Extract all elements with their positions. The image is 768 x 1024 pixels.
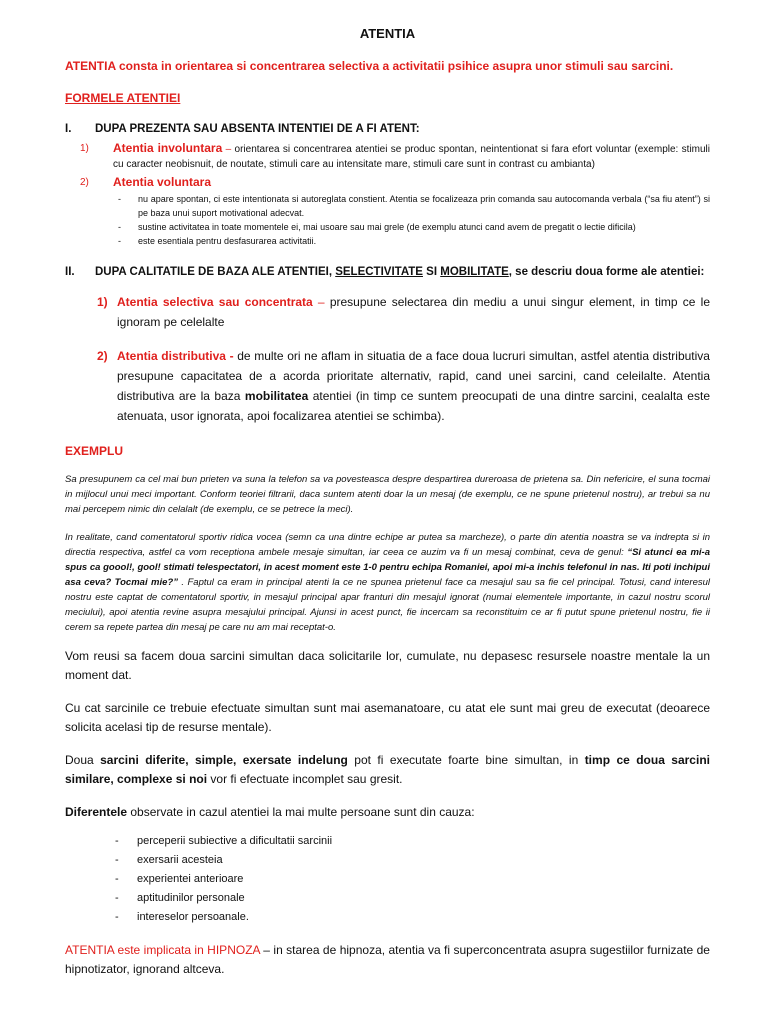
p3-b: sarcini diferite, simple, exersate indelung (100, 753, 348, 767)
paragraph-4 (65, 803, 710, 822)
section2-item2 (65, 346, 710, 426)
section2-item1-number: 1) (97, 295, 108, 309)
section1-heading (65, 123, 710, 135)
voluntary-bullet-3 (65, 234, 710, 248)
section1-number: I. (65, 123, 72, 135)
paragraph-3 (65, 751, 710, 789)
cause-text: experientei anterioare (137, 873, 244, 885)
section2-item1-sep: – (312, 295, 330, 309)
section2-title-end: , se descriu doua forme ale atentiei: (508, 266, 705, 278)
section2-item1-head: Atentia selectiva sau concentrata (117, 295, 313, 309)
section2-item2-text-wrap (117, 346, 710, 426)
section1-item1-head: Atentia involuntara (113, 141, 223, 155)
cause-text: intereselor persoanale. (137, 911, 249, 923)
section2-item2-number: 2) (97, 349, 108, 363)
bullet-dash: - (118, 194, 121, 204)
paragraph-2: Cu cat sarcinile ce trebuie efectuate simultan sunt mai asemanatoare, cu atat ele sunt mai greu de executat (deoarece solicita acelasi tip de resurse mentale). (65, 701, 710, 734)
bullet-dash: - (115, 854, 119, 866)
section2-mobilitate: MOBILITATE (440, 266, 509, 278)
voluntary-bullet-1-text: nu apare spontan, ci este intentionata si autoreglata constient. Atentia se focalizeaza prin comanda sau autocomanda verbala (“sa fiu atent”) si pe baza unui suport motivational adecvat. (138, 194, 710, 218)
voluntary-bullet-1 (65, 192, 710, 220)
cause-text: aptitudinilor personale (137, 892, 245, 904)
section2-item2-text-b: mobilitatea (244, 389, 309, 403)
hypnosis-red: ATENTIA este implicata in HIPNOZA (65, 943, 260, 957)
p3-e: vor fi efectuate incomplet sau gresit. (207, 772, 403, 786)
list-item (65, 870, 710, 889)
list-item (65, 832, 710, 851)
section1-item1-text: orientarea si concentrarea atentiei se produc spontan, neintentionat si fara efort voluntar (exemple: stimuli cu caracter neobisnuit, de noutate, stimuli care au intensitate mare, stimuli care sunt in contrast cu ambianta) (113, 144, 710, 170)
p3-d: timp ce doua sarcini similare, complexe si noi (65, 753, 710, 786)
section2-item2-head: Atentia distributiva - (117, 349, 234, 363)
section2-item1-text: presupune selectarea din mediu a unui singur element, in timp ce le ignoram pe celelalte (117, 295, 711, 329)
p3-a: Doua (65, 753, 101, 767)
definition: ATENTIA consta in orientarea si concentrarea selectiva a activitatii psihice asupra unor stimuli sau sarcini. (65, 59, 674, 73)
bullet-dash: - (115, 892, 119, 904)
forms-heading: FORMELE ATENTIEI (65, 91, 181, 105)
list-item (65, 851, 710, 870)
example-heading: EXEMPLU (65, 444, 124, 458)
section2-selectivitate: SELECTIVITATE (335, 266, 423, 278)
cause-text: exersarii acesteia (137, 854, 223, 866)
section2-item2-text-a: de multe ori ne aflam in situatia de a face doua lucruri simultan, astfel atentia distributiva presupune capacitatea de a acorda prioritate alternativ, rapid, cand unei sarcini, cand celeilalte. Atentia distributiva are la baza (117, 349, 710, 403)
section1-item2-number: 2) (80, 177, 89, 188)
example-paragraph-2 (65, 530, 710, 635)
example-paragraph-1: Sa presupunem ca cel mai bun prieten va suna la telefon sa va povesteasca despre despartirea dureroasa de prietena sa. Din nefericire, el suna tocmai in mijlocul unui meci important. Conform teoriei filtrarii, daca suntem atenti doar la un mesaj (de exemplu, ce ne spune prietenul nostru), ar trebui sa nu mai percepem nimic din celalalt (de exemplu, ce se petrece la meci). (65, 474, 710, 515)
bullet-dash: - (115, 911, 119, 923)
p4-bold: Diferentele (65, 805, 128, 819)
voluntary-bullet-2-text: sustine activitatea in toate momentele ei, mai usoare sau mai grele (de exemplu atunci cand avem de pregatit o lectie dificila) (138, 222, 636, 232)
section2-heading (65, 266, 710, 278)
section2-item1-text-wrap (117, 292, 710, 332)
hypnosis-paragraph (65, 941, 710, 979)
example-p2-quote: “Si atunci ea mi-a spus ca goool!, gool! stimati telespectatori, in acest moment este 1-0 pentru echipa Romaniei, apoi mi-a inchis telefonul in nas. Iti poti inchipui asa ceva? Tocmai mie?” (65, 547, 710, 588)
cause-text: perceperii subiective a dificultatii sarcinii (137, 835, 333, 847)
section1-item2 (65, 175, 710, 190)
bullet-dash: - (115, 873, 119, 885)
p4-rest: observate in cazul atentiei la mai multe persoane sunt din cauza: (127, 805, 475, 819)
voluntary-bullet-2 (65, 220, 710, 234)
bullet-dash: - (118, 236, 121, 246)
paragraph-1: Vom reusi sa facem doua sarcini simultan daca solicitarile lor, cumulate, nu depasesc resursele noastre mentale la un moment dat. (65, 649, 710, 682)
section1-title: DUPA PREZENTA SAU ABSENTA INTENTIEI DE A FI ATENT: (95, 123, 420, 135)
page-title: ATENTIA (359, 26, 416, 41)
section2-title-wrap (95, 266, 704, 278)
hypnosis-rest: – in starea de hipnoza, atentia va fi superconcentrata asupra sugestiilor furnizate de hipnotizator, ignorand altceva. (65, 943, 710, 976)
voluntary-bullet-3-text: este esentiala pentru desfasurarea activitatii. (138, 236, 317, 246)
section2-number: II. (65, 266, 75, 278)
example-p2-c: . Faptul ca eram in principal atenti la ce ne spunea prietenul face ca mesajul sau sa fie cel principal. Totusi, cand interesul nostru este captat de comentatorul sportiv, in mesajul principal apar franturi din mesajul ignorat (numai elementele importante, in cazul nostru scorul meciului), apoi atentia revine asupra mesajului principal. Ajunsi in acest punct, fie incercam sa reconstituim ce ar fi putut spune prietenul nostru, fie ii cerem sa repete partea din mesaj pe care nu am mai receptat-o. (65, 577, 710, 633)
section1-item1-sep: – (222, 144, 235, 155)
example-p2-a: In realitate, cand comentatorul sportiv ridica vocea (semn ca una dintre echipe ar putea sa marcheze), o parte din atentia noastra se va indrepta si in directia respectiva, astfel ca vom receptiona ambele mesaje simultan, iar ceea ce auzim va fi un mesaj combinat, ceva de genul: (65, 532, 710, 558)
section1-item2-head: Atentia voluntara (113, 175, 212, 189)
p3-c: pot fi executate foarte bine simultan, in (347, 753, 585, 767)
bullet-dash: - (118, 222, 121, 232)
section2-title-start: DUPA CALITATILE DE BAZA ALE ATENTIEI, (95, 266, 336, 278)
list-item (65, 908, 710, 927)
section1-item1-text-wrap (113, 141, 710, 172)
bullet-dash: - (115, 835, 119, 847)
causes-list (65, 832, 710, 927)
list-item (65, 889, 710, 908)
section2-title-si: SI (422, 266, 441, 278)
section1-item1-number: 1) (80, 143, 89, 154)
section2-item2-text-c: atentiei (in timp ce suntem preocupati de una dintre sarcini, cealalta este atenuata, usor ignorata, apoi focalizarea atentiei se schimba). (117, 389, 710, 423)
section1-item1 (65, 141, 710, 172)
section2-item1 (65, 292, 710, 332)
